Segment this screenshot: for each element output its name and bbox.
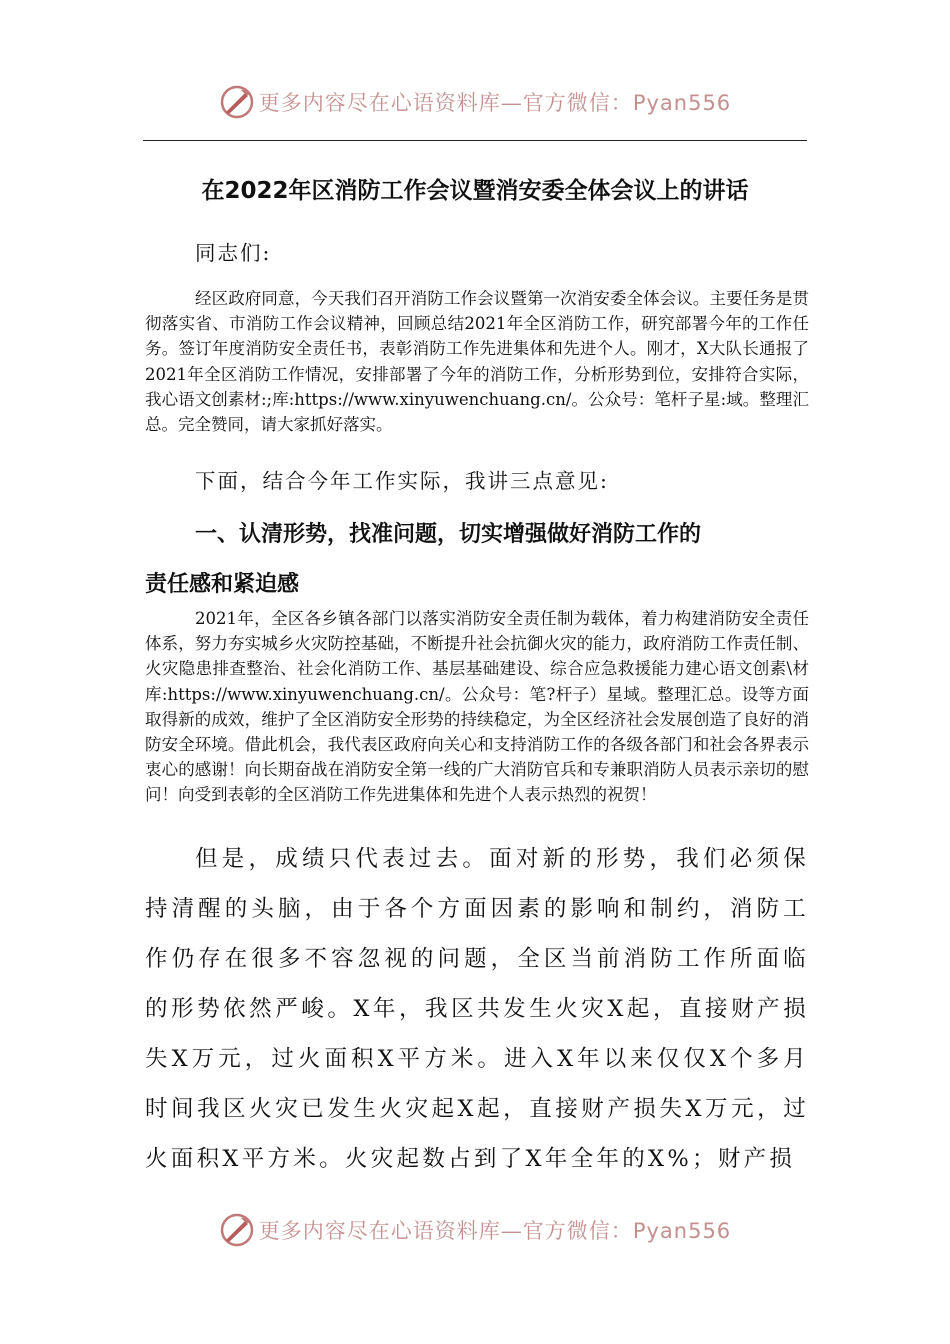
salutation-block (145, 238, 809, 268)
quill-logo-icon (219, 84, 255, 120)
document-title: 在2022年区消防工作会议暨消安委全体会议上的讲话 (201, 178, 749, 204)
quill-logo-icon (219, 1212, 255, 1248)
watermark-banner-bottom (0, 1208, 950, 1252)
paragraph-2: 2021年，全区各乡镇各部门以落实消防安全责任制为载体，着力构建消防安全责任体系，努力夯实城乡火灾防控基础，不断提升社会抗御火灾的能力，政府消防工作责任制、火灾隐患排查整治、社会化消防工作、基层基础建设、综合应急救援能力建心语文创素\材库:https://www.xinyuwenchuang.cn/。公众号：笔?杆子）星域。整理汇总。设等方面取得新的成效，维护了全区消防安全形势的持续稳定，为全区经济社会发展创造了良好的消防安全环境。借此机会，我代表区政府向关心和支持消防工作的各级各部门和社会各界表示衷心的感谢！向长期奋战在消防安全第一线的广大消防官兵和专兼职消防人员表示亲切的慰问！向受到表彰的全区消防工作先进集体和先进个人表示热烈的祝贺！ (145, 609, 809, 805)
heading-1-block (145, 510, 809, 610)
paragraph-3-block (145, 834, 809, 1184)
paragraph-2-block (145, 606, 809, 808)
header-divider (143, 140, 807, 141)
intro-line: 下面，结合今年工作实际，我讲三点意见: (195, 469, 609, 493)
watermark-banner-top (0, 80, 950, 124)
paragraph-1-block (145, 286, 809, 437)
paragraph-1: 经区政府同意，今天我们召开消防工作会议暨第一次消安委全体会议。主要任务是贯彻落实省、市消防工作会议精神，回顾总结2021年全区消防工作，研究部署今年的工作任务。签订年度消防安全责任书，表彰消防工作先进集体和先进个人。刚才，X大队长通报了2021年全区消防工作情况，安排部署了今年的消防工作，分析形势到位，安排符合实际，我心语文创素材:;库:https://www.xinyuwenchuang.cn/。公众号：笔杆子星:域。整理汇总。完全赞同，请大家抓好落实。 (145, 289, 809, 435)
section-heading-1-line-2: 责任感和紧迫感 (145, 572, 300, 597)
paragraph-3: 但是，成绩只代表过去。面对新的形势，我们必须保持清醒的头脑，由于各个方面因素的影响和制约，消防工作仍存在很多不容忽视的问题，全区当前消防工作所面临的形势依然严峻。X年，我区共发生火灾X起，直接财产损失X万元，过火面积X平方米。进入X年以来仅仅X个多月时间我区火灾已发生火灾起X起，直接财产损失X万元，过火面积X平方米。火灾起数占到了X年全年的X%；财产损 (145, 846, 809, 1172)
watermark-text: 更多内容尽在心语资料库—官方微信：Pyan556 (258, 1219, 732, 1243)
watermark-text: 更多内容尽在心语资料库—官方微信：Pyan556 (258, 91, 732, 115)
watermark-handle: Pyan556 (632, 1219, 732, 1243)
intro-block (145, 466, 809, 496)
section-heading-1-line-1: 一、认清形势，找准问题，切实增强做好消防工作的 (195, 522, 702, 547)
section-heading-1 (145, 510, 809, 610)
salutation: 同志们: (195, 241, 272, 265)
watermark-handle: Pyan556 (632, 91, 732, 115)
